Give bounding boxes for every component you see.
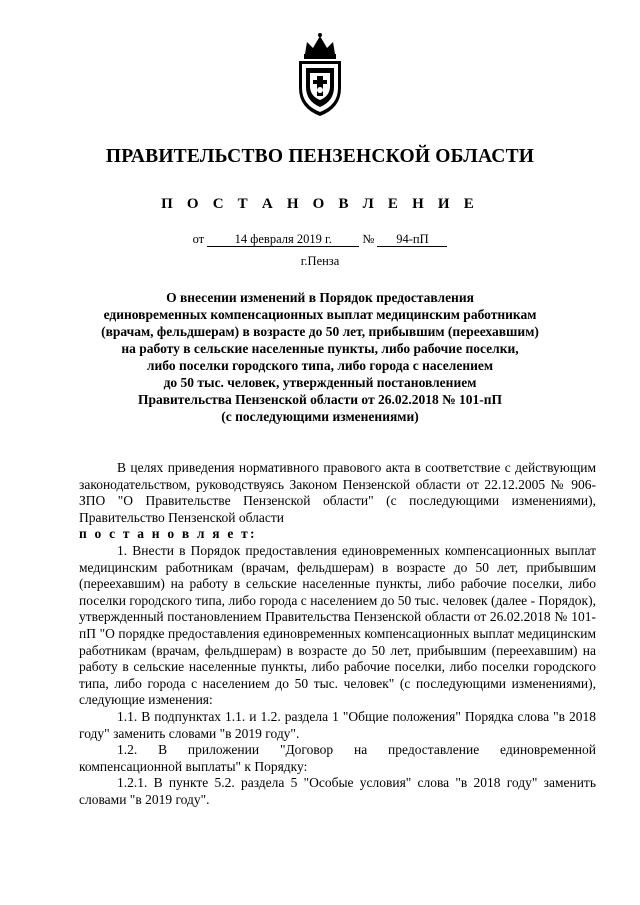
heading-line: либо поселки городского типа, либо города с населением [146, 358, 494, 373]
document-date: 14 февраля 2019 г. [207, 232, 359, 247]
heading-line: (с последующими изменениями) [221, 409, 419, 424]
heading-line: (врачам, фельдшерам) в возрасте до 50 лет, прибывшим (переехавшим) [101, 324, 539, 339]
preamble-paragraph: В целях приведения нормативного правового акта в соответствие с действующим законодательством, руководствуясь Законом Пензенской области от 22.12.2005 № 906-ЗПО "О Правительстве Пензенской области" (с последующими изменениями), Правительство Пензенской области [79, 460, 596, 525]
document-body [79, 460, 596, 808]
coat-of-arms-emblem [293, 30, 347, 120]
number-prefix: № [362, 232, 375, 246]
decree-line [79, 526, 596, 543]
government-title: ПРАВИТЕЛЬСТВО ПЕНЗЕНСКОЙ ОБЛАСТИ [105, 146, 535, 167]
heading-line: единовременных компенсационных выплат медицинским работникам [103, 307, 537, 322]
document-heading [80, 289, 560, 425]
decree-word: п о с т а н о в л я е т: [79, 526, 257, 542]
item-1-2-paragraph: 1.2. В приложении "Договор на предоставление единовременной компенсационной выплаты" к Порядку: [79, 742, 596, 774]
heading-line: О внесении изменений в Порядок предоставления [166, 290, 474, 305]
date-prefix: от [192, 232, 205, 246]
item-1-1-paragraph: 1.1. В подпунктах 1.1. и 1.2. раздела 1 "Общие положения" Порядка слова "в 2018 году" заменить словами "в 2019 году". [79, 708, 596, 741]
document-number: 94-пП [377, 232, 447, 247]
item-1-2-1-paragraph: 1.2.1. В пункте 5.2. раздела 5 "Особые условия" слова "в 2018 году" заменить словами "в 2019 году". [79, 775, 596, 807]
city: г.Пенза [300, 254, 340, 268]
document-type: П О С Т А Н О В Л Е Н И Е [161, 196, 479, 212]
item-1-paragraph: 1. Внести в Порядок предоставления единовременных компенсационных выплат медицинским работникам (врачам, фельдшерам) в возрасте до 50 лет, прибывшим (переехавшим) на работу в сельские населенные пункты, либо рабочие поселки, либо поселки городского типа, либо города с населением до 50 тыс. человек (далее - Порядок), утвержденный постановлением Правительства Пензенской области от 26.02.2018 № 101-пП "О порядке предоставления единовременных компенсационных выплат медицинским работникам (врачам, фельдшерам) в возрасте до 50 лет, прибывшим (переехавшим) на работу в сельские населенные пункты, либо рабочие поселки, либо поселки городского типа, либо города с населением до 50 тыс. человек" (с последующими изменениями), следующие изменения: [79, 542, 596, 708]
heading-line: до 50 тыс. человек, утвержденный постановлением [163, 375, 477, 390]
heading-line: Правительства Пензенской области от 26.02.2018 № 101-пП [137, 392, 503, 407]
date-number-line [0, 232, 640, 247]
heading-line: на работу в сельские населенные пункты, либо рабочие поселки, [121, 341, 519, 356]
